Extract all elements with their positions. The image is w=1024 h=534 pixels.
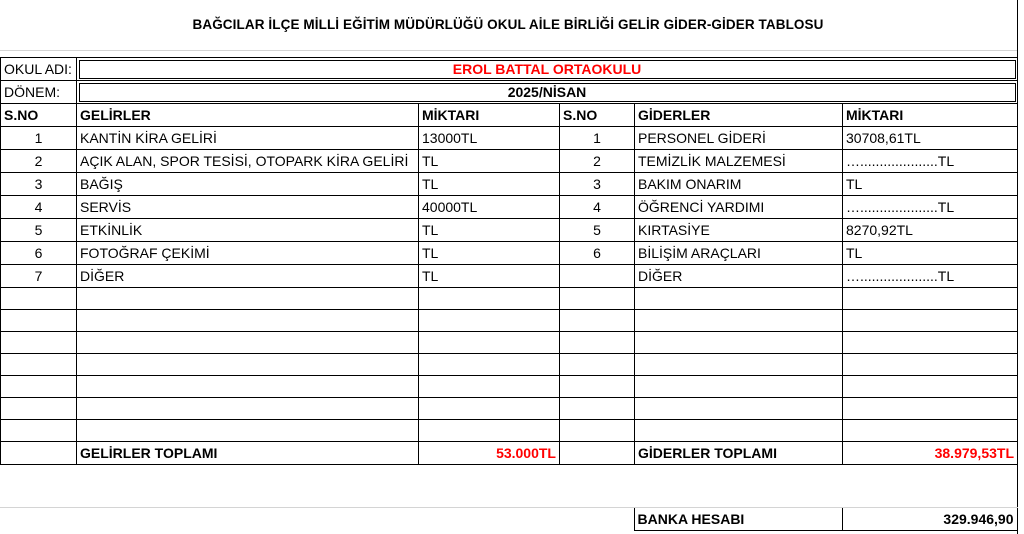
cell[interactable] (1, 420, 77, 442)
cell[interactable] (419, 288, 560, 310)
cell[interactable] (560, 310, 635, 332)
cell[interactable] (635, 420, 843, 442)
expense-no-header: S.NO (560, 104, 635, 127)
expense-amount-cell[interactable]: …....................TL (843, 265, 1018, 288)
table-row (1, 173, 1018, 196)
cell[interactable] (560, 376, 635, 398)
cell[interactable] (1, 376, 77, 398)
income-amount-cell[interactable]: TL (419, 242, 560, 265)
table-row (1, 150, 1018, 173)
cell[interactable] (560, 354, 635, 376)
expense-name-cell[interactable]: ÖĞRENCİ YARDIMI (635, 196, 843, 219)
expense-no-cell[interactable]: 1 (560, 127, 635, 150)
cell[interactable] (0, 507, 76, 530)
cell[interactable] (559, 507, 634, 530)
table-row-empty (1, 310, 1018, 332)
table-row-empty (1, 376, 1018, 398)
expense-no-cell[interactable]: 5 (560, 219, 635, 242)
cell[interactable] (76, 507, 418, 530)
bank-label: BANKA HESABI (634, 507, 842, 530)
cell[interactable] (560, 398, 635, 420)
expense-total-value[interactable]: 38.979,53TL (843, 442, 1018, 465)
cell[interactable] (560, 332, 635, 354)
cell[interactable] (842, 485, 1017, 507)
cell[interactable] (843, 288, 1018, 310)
expense-amount-cell[interactable]: 30708,61TL (843, 127, 1018, 150)
divider (0, 50, 1017, 51)
cell[interactable] (843, 354, 1018, 376)
table-row-empty (1, 398, 1018, 420)
income-amount-cell[interactable]: TL (419, 219, 560, 242)
income-total-label: GELİRLER TOPLAMI (77, 442, 419, 465)
income-no-header: S.NO (1, 104, 77, 127)
income-no-cell[interactable]: 7 (1, 265, 77, 288)
cell[interactable] (77, 420, 419, 442)
cell[interactable] (419, 420, 560, 442)
period-value[interactable]: 2025/NİSAN (77, 81, 1018, 104)
period-label: DÖNEM: (1, 81, 77, 104)
totals-row (1, 442, 1018, 465)
income-amount-cell[interactable]: 40000TL (419, 196, 560, 219)
expense-no-cell[interactable]: 3 (560, 173, 635, 196)
spacer-row (0, 485, 1017, 507)
table-row (1, 196, 1018, 219)
page-title: BAĞCILAR İLÇE MİLLİ EĞİTİM MÜDÜRLÜĞÜ OKUL AİLE BİRLİĞİ GELİR GİDER-GİDER TABLOSU (192, 17, 824, 32)
cell[interactable] (1, 442, 77, 465)
expense-name-cell[interactable]: DİĞER (635, 265, 843, 288)
expense-header: GİDERLER (635, 104, 843, 127)
cell[interactable] (1, 354, 77, 376)
income-no-cell[interactable]: 4 (1, 196, 77, 219)
cell[interactable] (77, 354, 419, 376)
bank-row (0, 507, 1017, 530)
income-expense-table (0, 57, 1018, 465)
income-amount-cell[interactable]: 13000TL (419, 127, 560, 150)
expense-name-cell[interactable]: KIRTASİYE (635, 219, 843, 242)
income-name-cell[interactable]: SERVİS (77, 196, 419, 219)
income-name-cell[interactable]: DİĞER (77, 265, 419, 288)
expense-amount-cell[interactable]: …....................TL (843, 150, 1018, 173)
cell[interactable] (843, 310, 1018, 332)
expense-amount-cell[interactable]: TL (843, 173, 1018, 196)
expense-name-cell[interactable]: PERSONEL GİDERİ (635, 127, 843, 150)
income-name-cell[interactable]: ETKİNLİK (77, 219, 419, 242)
expense-name-cell[interactable]: TEMİZLİK MALZEMESİ (635, 150, 843, 173)
income-no-cell[interactable]: 5 (1, 219, 77, 242)
cell[interactable] (419, 398, 560, 420)
expense-name-cell[interactable]: BİLİŞİM ARAÇLARI (635, 242, 843, 265)
cell[interactable] (77, 376, 419, 398)
expense-no-cell[interactable]: 4 (560, 196, 635, 219)
cell[interactable] (635, 332, 843, 354)
expense-amount-cell[interactable]: 8270,92TL (843, 219, 1018, 242)
expense-no-cell[interactable]: 6 (560, 242, 635, 265)
income-no-cell[interactable]: 3 (1, 173, 77, 196)
school-label: OKUL ADI: (1, 58, 77, 81)
cell[interactable] (419, 376, 560, 398)
table-row-empty (1, 354, 1018, 376)
expense-no-cell[interactable] (560, 265, 635, 288)
cell[interactable] (77, 398, 419, 420)
school-value[interactable]: EROL BATTAL ORTAOKULU (77, 58, 1018, 81)
table-row (1, 219, 1018, 242)
cell[interactable] (419, 310, 560, 332)
cell[interactable] (843, 420, 1018, 442)
cell[interactable] (635, 288, 843, 310)
cell[interactable] (0, 485, 76, 507)
cell[interactable] (77, 332, 419, 354)
income-name-cell[interactable]: KANTİN KİRA GELİRİ (77, 127, 419, 150)
cell[interactable] (77, 310, 419, 332)
cell[interactable] (76, 485, 418, 507)
cell[interactable] (1, 398, 77, 420)
cell[interactable] (419, 332, 560, 354)
income-total-value[interactable]: 53.000TL (419, 442, 560, 465)
income-no-cell[interactable]: 6 (1, 242, 77, 265)
cell[interactable] (843, 376, 1018, 398)
cell[interactable] (560, 442, 635, 465)
cell[interactable] (635, 354, 843, 376)
table-row (1, 265, 1018, 288)
header-row (1, 104, 1018, 127)
cell[interactable] (77, 288, 419, 310)
income-amount-cell[interactable]: TL (419, 265, 560, 288)
expense-total-label: GİDERLER TOPLAMI (635, 442, 843, 465)
cell[interactable] (843, 332, 1018, 354)
expense-amount-cell[interactable]: …....................TL (843, 196, 1018, 219)
cell[interactable] (634, 485, 842, 507)
income-header: GELİRLER (77, 104, 419, 127)
table-row (1, 242, 1018, 265)
cell[interactable] (419, 354, 560, 376)
cell[interactable] (635, 310, 843, 332)
bank-table (0, 485, 1018, 531)
data-rows (1, 127, 1018, 288)
cell[interactable] (1, 288, 77, 310)
cell[interactable] (560, 420, 635, 442)
expense-no-cell[interactable]: 2 (560, 150, 635, 173)
table-row-empty (1, 288, 1018, 310)
table-row-empty (1, 332, 1018, 354)
cell[interactable] (843, 398, 1018, 420)
table-row-empty (1, 420, 1018, 442)
cell[interactable] (418, 507, 559, 530)
table-row (1, 127, 1018, 150)
cell[interactable] (560, 288, 635, 310)
school-row (1, 58, 1018, 81)
cell[interactable] (635, 398, 843, 420)
income-name-cell[interactable]: FOTOĞRAF ÇEKİMİ (77, 242, 419, 265)
income-no-cell[interactable]: 2 (1, 150, 77, 173)
period-row (1, 81, 1018, 104)
cell[interactable] (418, 485, 559, 507)
income-amount-header: MİKTARI (419, 104, 560, 127)
income-no-cell[interactable]: 1 (1, 127, 77, 150)
cell[interactable] (1, 332, 77, 354)
cell[interactable] (635, 376, 843, 398)
income-name-cell[interactable]: AÇIK ALAN, SPOR TESİSİ, OTOPARK KİRA GELİRİ (77, 150, 419, 173)
bank-value[interactable]: 329.946,90 (842, 507, 1017, 530)
income-amount-cell[interactable]: TL (419, 173, 560, 196)
income-amount-cell[interactable]: TL (419, 150, 560, 173)
cell[interactable] (559, 485, 634, 507)
cell[interactable] (1, 310, 77, 332)
expense-amount-cell[interactable]: TL (843, 242, 1018, 265)
expense-amount-header: MİKTARI (843, 104, 1018, 127)
income-name-cell[interactable]: BAĞIŞ (77, 173, 419, 196)
expense-name-cell[interactable]: BAKIM ONARIM (635, 173, 843, 196)
